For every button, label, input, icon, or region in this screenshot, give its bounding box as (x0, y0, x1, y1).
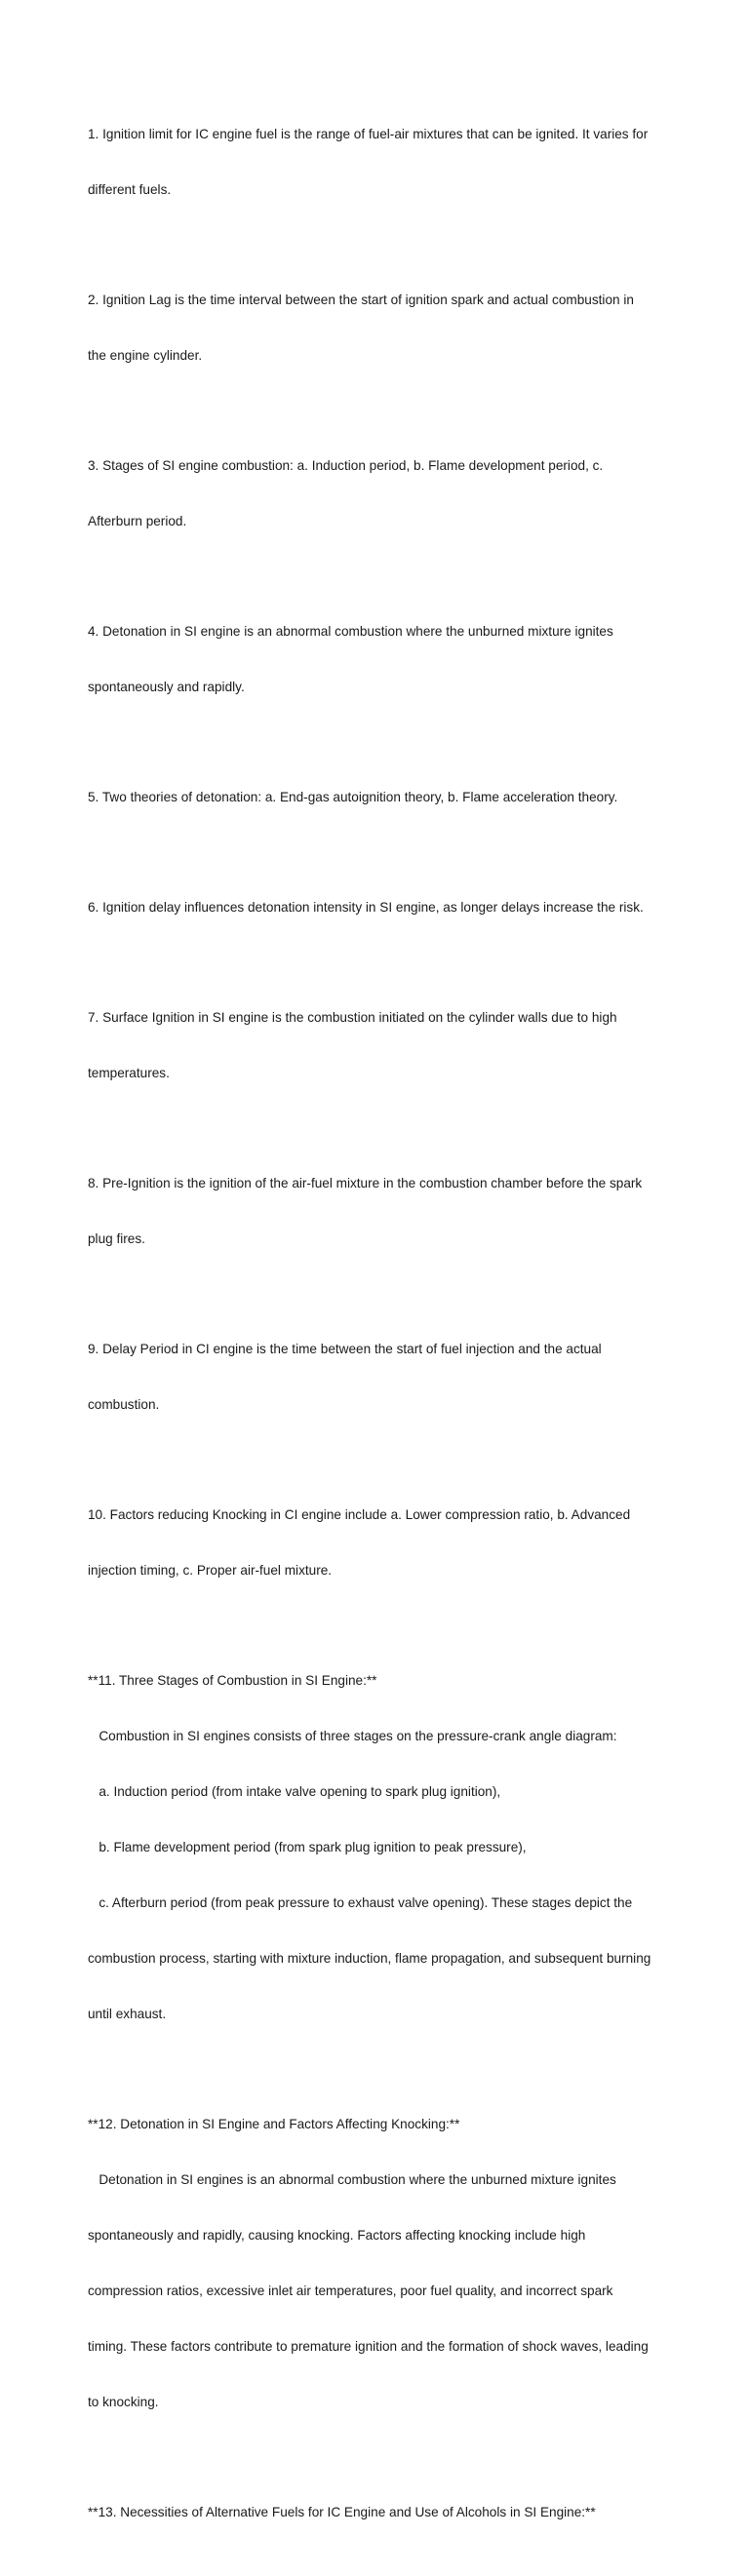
text-line: different fuels. (88, 182, 172, 197)
text-line: combustion. (88, 1397, 160, 1412)
text-line: 1. Ignition limit for IC engine fuel is the range of fuel-air mixtures that can be ignited. It varies for (88, 127, 649, 141)
paragraph-2 (88, 254, 665, 402)
paragraph-5 (88, 751, 665, 843)
paragraph-9 (88, 1303, 665, 1451)
text-line: b. Flame development period (from spark plug ignition to peak pressure), (88, 1840, 527, 1854)
paragraph-3 (88, 419, 665, 567)
text-line: the engine cylinder. (88, 348, 203, 363)
paragraph-10 (88, 1468, 665, 1617)
section-heading: **11. Three Stages of Combustion in SI Engine:** (88, 1673, 377, 1688)
text-line: 9. Delay Period in CI engine is the time between the start of fuel injection and the actual (88, 1342, 602, 1356)
text-line: Detonation in SI engines is an abnormal combustion where the unburned mixture ignites (88, 2172, 616, 2187)
document-page (88, 88, 665, 2576)
paragraph-7 (88, 971, 665, 1119)
section-heading: **13. Necessities of Alternative Fuels for IC Engine and Use of Alcohols in SI Engine:** (88, 2505, 596, 2519)
text-line: 6. Ignition delay influences detonation intensity in SI engine, as longer delays increase the risk. (88, 900, 644, 915)
text-line: Combustion in SI engines consists of three stages on the pressure-crank angle diagram: (88, 1729, 617, 1743)
paragraph-4 (88, 585, 665, 733)
text-line: compression ratios, excessive inlet air temperatures, poor fuel quality, and incorrect spark (88, 2283, 613, 2298)
paragraph-6 (88, 861, 665, 954)
text-line: timing. These factors contribute to premature ignition and the formation of shock waves, leading (88, 2339, 649, 2354)
paragraph-12 (88, 2078, 665, 2448)
paragraph-13 (88, 2466, 665, 2558)
text-line: Afterburn period. (88, 514, 187, 528)
text-line: a. Induction period (from intake valve opening to spark plug ignition), (88, 1784, 501, 1799)
text-line: 10. Factors reducing Knocking in CI engine include a. Lower compression ratio, b. Advanced (88, 1507, 631, 1522)
text-line: c. Afterburn period (from peak pressure to exhaust valve opening). These stages depict the (88, 1895, 633, 1910)
text-line: combustion process, starting with mixture induction, flame propagation, and subsequent burning (88, 1951, 651, 1966)
text-line: 4. Detonation in SI engine is an abnormal combustion where the unburned mixture ignites (88, 624, 613, 639)
text-line: to knocking. (88, 2395, 159, 2409)
text-line: temperatures. (88, 1066, 170, 1080)
text-line: 2. Ignition Lag is the time interval between the start of ignition spark and actual combustion in (88, 293, 634, 307)
text-line: plug fires. (88, 1231, 145, 1246)
text-line: 3. Stages of SI engine combustion: a. Induction period, b. Flame development period, c. (88, 458, 604, 473)
text-line: injection timing, c. Proper air-fuel mixture. (88, 1563, 333, 1578)
paragraph-1 (88, 88, 665, 236)
text-line: 7. Surface Ignition in SI engine is the combustion initiated on the cylinder walls due to high (88, 1010, 617, 1025)
section-heading: **12. Detonation in SI Engine and Factors Affecting Knocking:** (88, 2117, 460, 2131)
text-line: 5. Two theories of detonation: a. End-gas autoignition theory, b. Flame acceleration theory. (88, 790, 618, 804)
text-line: 8. Pre-Ignition is the ignition of the air-fuel mixture in the combustion chamber before the spark (88, 1176, 643, 1190)
paragraph-8 (88, 1137, 665, 1285)
text-line: spontaneously and rapidly. (88, 680, 245, 694)
paragraph-11 (88, 1634, 665, 2060)
text-line: until exhaust. (88, 2007, 167, 2021)
text-line: spontaneously and rapidly, causing knocking. Factors affecting knocking include high (88, 2228, 586, 2243)
